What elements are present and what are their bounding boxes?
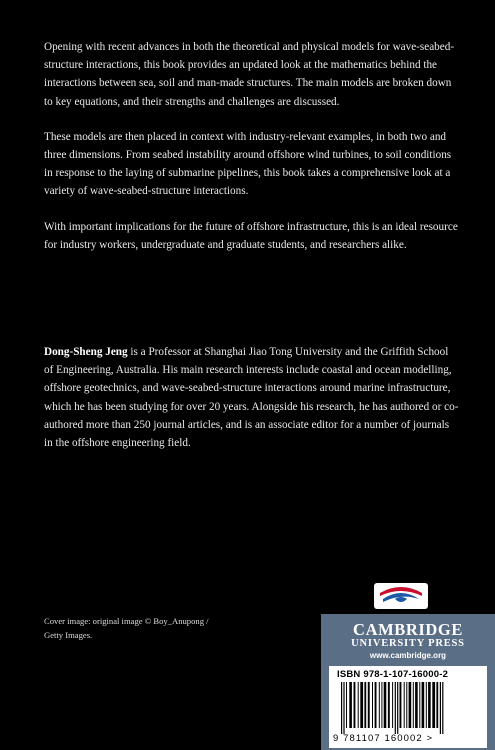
author-paragraph [44,343,460,452]
cambridge-logo-icon [374,583,428,609]
barcode-bar [422,682,425,728]
author-name: Dong-Sheng Jeng [44,346,128,358]
barcode-bar [415,682,418,728]
barcode-bar [442,682,443,734]
blurb-paragraph-3: With important implications for the future of offshore infrastructure, this is an ideal resource for industry workers, undergraduate and graduate students, and researchers alike. [44,220,458,251]
barcode-bar [384,682,387,728]
barcode-bar [358,682,359,728]
barcode-bar [349,682,352,728]
barcode-bar [372,682,373,728]
barcode-icon [341,682,479,734]
author-bio-text: is a Professor at Shanghai Jiao Tong University and the Griffith School of Engineering, Australia. His main research interests include coastal and ocean modelling, offshore geotechnics, and wave-seabed-structure interactions around marine infrastructure, which he has been studying for over 20 years. Alongside his research, he has authored or co-authored more than 250 journal articles, and is an associate editor for a number of journals in the offshore engineering field. [44,346,459,450]
barcode-bar [392,682,393,728]
barcode-bar [346,682,347,728]
blurb [44,38,460,271]
barcode-bar [440,682,441,734]
barcode-bar [406,682,407,728]
barcode-bar [426,682,427,728]
blurb-paragraph-2: These models are then placed in context with industry-relevant examples, in both two and three dimensions. From seabed instability around offshore wind turbines, to soil conditions in response to the laying of submarine pipelines, this book takes a comprehensive look at a variety of wave-seabed-structure interactions. [44,130,452,198]
publisher-press: UNIVERSITY PRESS [351,638,465,649]
barcode-bar [409,682,412,728]
barcode-bar [400,682,402,728]
barcode-bar [436,682,438,728]
barcode-bar [428,682,431,728]
barcode-bar [375,682,377,728]
barcode-bar [388,682,390,728]
barcode-bar [379,682,380,728]
barcode-bar [381,682,382,728]
barcode-bar [413,682,414,728]
barcode-box [329,666,487,748]
barcode-bar [368,682,370,728]
barcode-bar [404,682,405,728]
barcode-bar [354,682,356,728]
barcode-bar [419,682,420,728]
cover-credit [44,615,274,642]
logo-blue-eye [395,597,407,602]
barcode-bar [343,682,344,734]
isbn-label: ISBN 978-1-107-16000-2 [337,669,449,680]
publisher-logo [374,583,428,609]
publisher-panel [321,614,495,750]
barcode-bar [341,682,342,734]
barcode-bar [364,682,366,728]
blurb-paragraph-1: Opening with recent advances in both the theoretical and physical models for wave-seabed-structure interactions, this book provides an updated look at the mathematics behind the interactions between sea, soil and man-made structures. The main models are broken down to key equations, and their strengths and challenges are discussed. [44,41,455,108]
barcode-bar [397,682,398,734]
barcode-bar [432,682,435,728]
author-bio [44,343,460,452]
barcode-digits: 9 781107 160002 > [333,733,434,744]
barcode-bar [395,682,396,734]
publisher-url: www.cambridge.org [369,651,447,660]
barcode-bar [360,682,363,728]
publisher-name: CAMBRIDGE [353,620,463,639]
cover-credit-line-1: Cover image: original image © Boy_Anupong / [44,616,209,626]
cover-credit-line-2: Getty Images. [44,629,93,640]
